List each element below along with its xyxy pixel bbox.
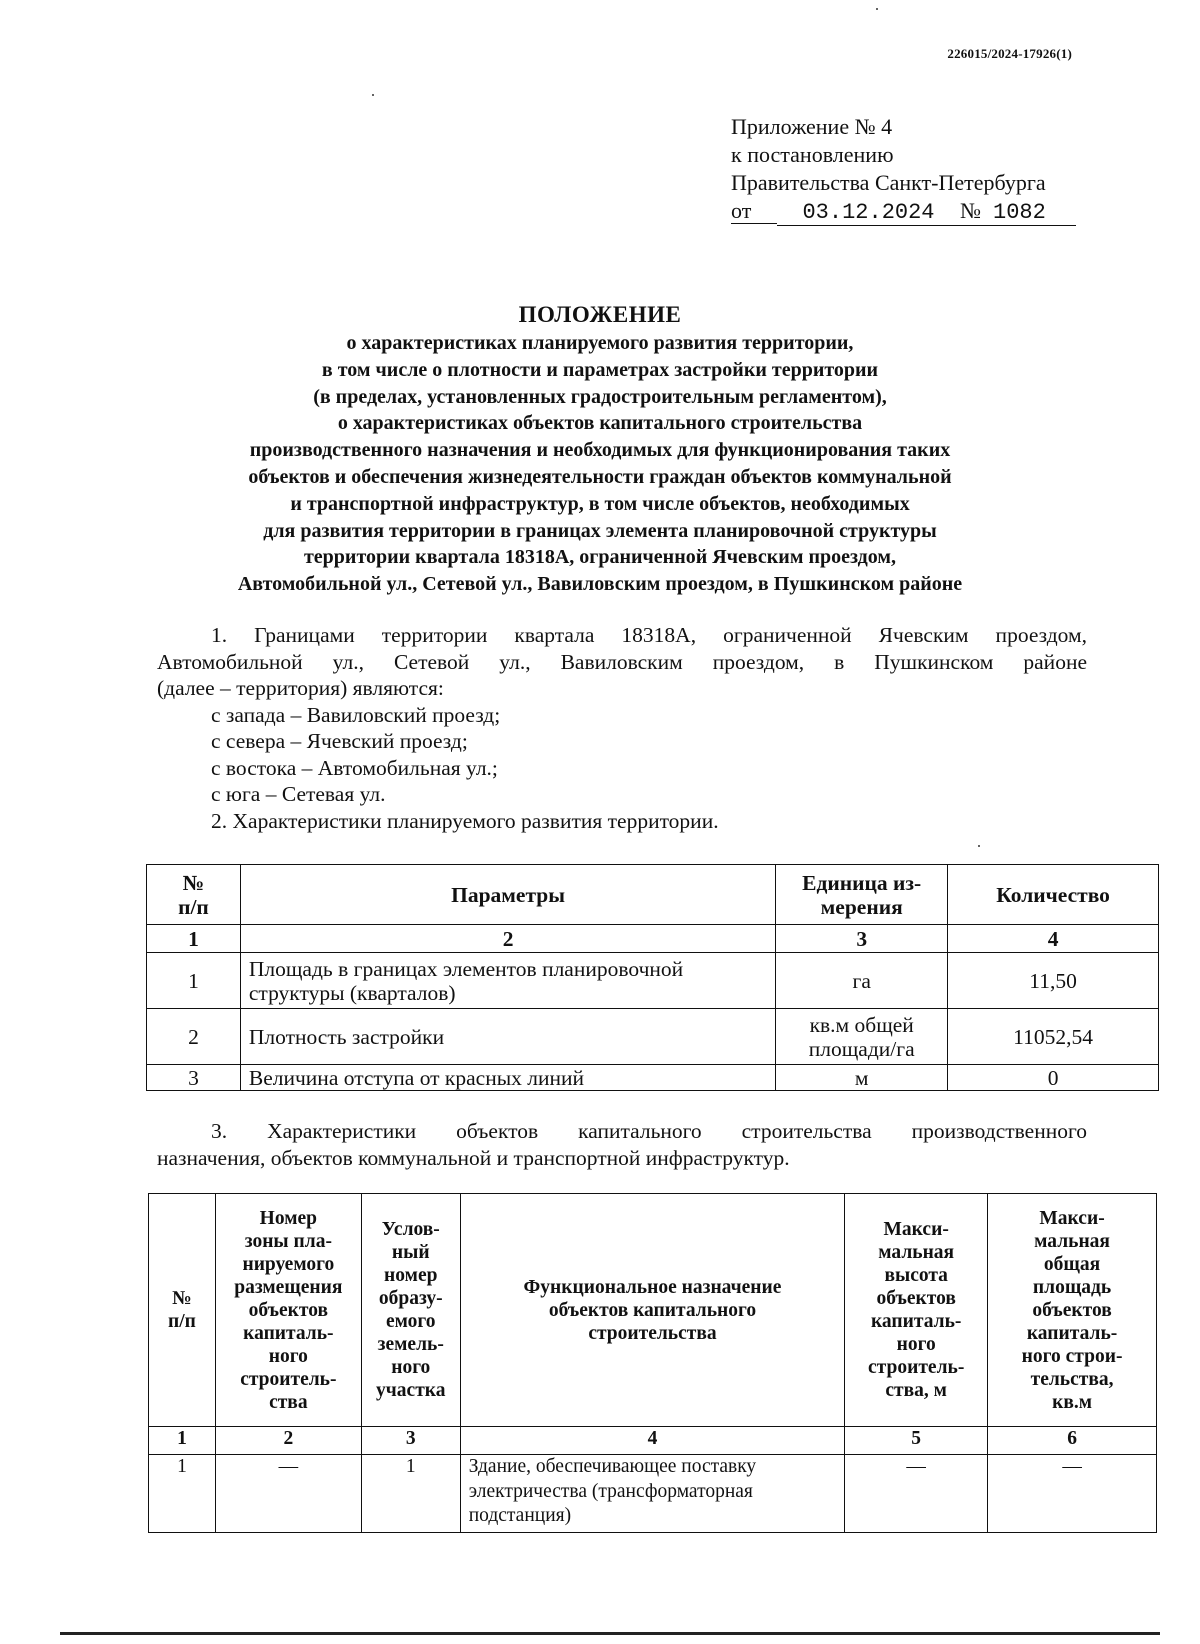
row-param: Величина отступа от красных линий [240,1065,775,1091]
title-line: территории квартала 18318А, ограниченной Ячевским проездом, [303,546,897,569]
row-qty: 0 [948,1065,1159,1091]
border-east: с востока – Автомобильная ул.; [211,755,498,780]
border-north: с севера – Ячевский проезд; [211,729,468,753]
header-params: Параметры [240,865,775,925]
from-label-wrap [731,199,777,224]
capital-objects-table [148,1193,1157,1533]
table-header-row [149,1194,1157,1427]
index-cell: 2 [240,925,775,953]
row-zone: — [215,1455,361,1533]
table-index-row [147,925,1159,953]
section-1-line-2: Автомобильной ул., Сетевой ул., Вавиловским проездом, в Пушкинском районе [157,649,1087,674]
index-cell: 2 [215,1427,361,1455]
row-unit: кв.м общей площади/га [776,1009,948,1065]
appendix-header [731,113,1076,226]
header-qty: Количество [948,865,1159,925]
title-main: ПОЛОЖЕНИЕ [518,302,682,327]
section-3-line-2: назначения, объектов коммунальной и транспортной инфраструктур. [157,1145,790,1170]
appendix-line-3: Правительства Санкт-Петербурга [731,170,1046,195]
header-unit: Единица из- мерения [776,865,948,925]
scan-speck [978,845,980,847]
scan-speck [876,8,878,10]
index-cell: 5 [845,1427,988,1455]
row-qty: 11052,54 [948,1009,1159,1065]
appendix-line-2: к постановлению [731,142,894,167]
document-id: 226015/2024-17926(1) [947,46,1072,61]
index-cell: 1 [147,925,241,953]
section-3-paragraph [157,1118,1087,1171]
row-area: — [988,1455,1157,1533]
border-west: с запада – Вавиловский проезд; [211,702,501,727]
title-line: в том числе о плотности и параметрах застройки территории [321,358,879,381]
header-num: № п/п [149,1194,216,1427]
appendix-date-line [731,197,1076,226]
decree-number: 1082 [993,200,1046,225]
section-3-line-1: 3. Характеристики объектов капитального строительства производственного [211,1119,1087,1143]
section-1-line-3: (далее – территория) являются: [157,676,444,700]
header-zone: Номер зоны пла- нируемого размещения объектов капиталь- ного строитель- ства [215,1194,361,1427]
table-index-row [149,1427,1157,1455]
index-cell: 3 [776,925,948,953]
row-unit: га [776,953,948,1009]
territory-parameters-table [146,864,1159,1091]
header-num: № п/п [147,865,241,925]
title-line: Автомобильной ул., Сетевой ул., Вавиловским проездом, в Пушкинском районе [237,573,963,596]
index-cell: 1 [149,1427,216,1455]
document-title [130,300,1070,598]
table-row [149,1455,1157,1533]
header-area: Макси- мальная общая площадь объектов капиталь- ного строи- тельства, кв.м [988,1194,1157,1427]
index-cell: 4 [460,1427,845,1455]
decree-date: 03.12.2024 [777,201,960,226]
section-2-heading: 2. Характеристики планируемого развития территории. [211,808,719,833]
section-1-line-1: 1. Границами территории квартала 18318А, ограниченной Ячевским проездом, [211,623,1087,647]
table-row [147,1065,1159,1091]
row-param: Площадь в границах элементов планировочной структуры (кварталов) [240,953,775,1009]
index-cell: 3 [361,1427,460,1455]
row-num: 1 [149,1455,216,1533]
section-1-paragraph [157,622,1087,834]
row-unit: м [776,1065,948,1091]
title-line: о характеристиках планируемого развития территории, [346,332,854,354]
index-cell: 6 [988,1427,1157,1455]
header-purpose: Функциональное назначение объектов капитального строительства [460,1194,845,1427]
row-num: 1 [147,953,241,1009]
title-line: для развития территории в границах элемента планировочной структуры [263,519,937,542]
table-row [147,1009,1159,1065]
row-plot: 1 [361,1455,460,1533]
scan-edge-bar [60,1632,1160,1635]
decree-number-wrap [960,199,1076,226]
row-height: — [845,1455,988,1533]
number-label: № [960,198,981,223]
title-line: объектов и обеспечения жизнедеятельности граждан объектов коммунальной [248,465,952,488]
index-cell: 4 [948,925,1159,953]
scan-speck [372,94,374,96]
appendix-line-1: Приложение № 4 [731,114,893,139]
title-line: (в пределах, установленных градостроительным регламентом), [313,385,887,408]
from-label: от [731,198,752,223]
header-plot: Услов- ный номер образу- емого земель- ного участка [361,1194,460,1427]
row-param: Плотность застройки [240,1009,775,1065]
row-num: 3 [147,1065,241,1091]
border-south: с юга – Сетевая ул. [211,782,386,806]
header-height: Макси- мальная высота объектов капиталь- ного строитель- ства, м [845,1194,988,1427]
table-row [147,953,1159,1009]
title-line: и транспортной инфраструктур, в том числе объектов, необходимых [290,492,910,515]
table-header-row [147,865,1159,925]
row-qty: 11,50 [948,953,1159,1009]
title-line: о характеристиках объектов капитального строительства [337,412,863,435]
row-num: 2 [147,1009,241,1065]
title-line: производственного назначения и необходимых для функционирования таких [249,439,951,462]
row-purpose: Здание, обеспечивающее поставку электричества (трансформаторная подстанция) [460,1455,845,1533]
